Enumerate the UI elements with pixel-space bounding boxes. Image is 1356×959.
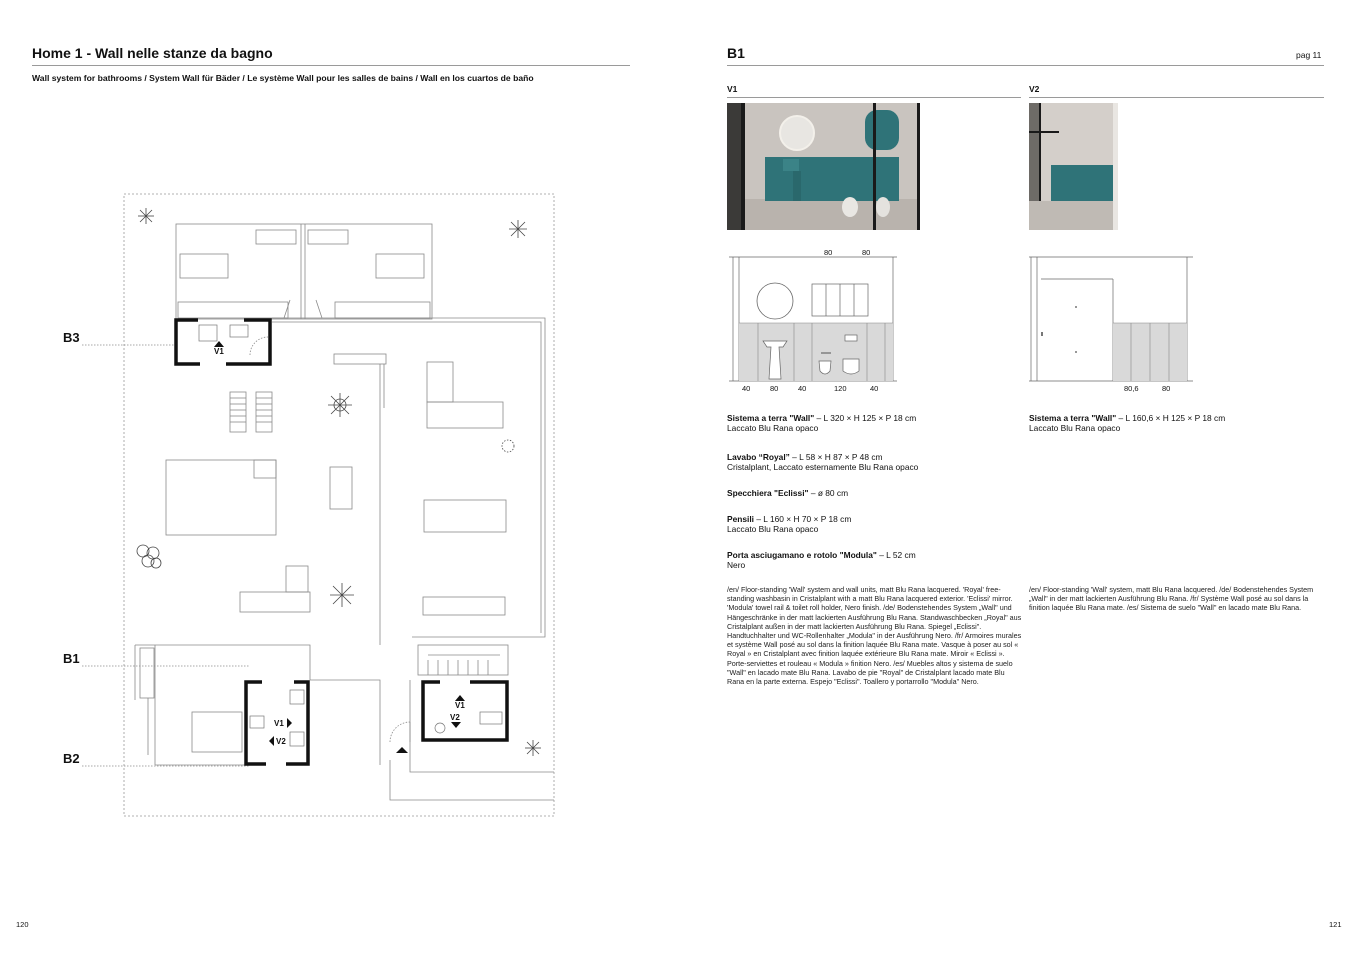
section-label-b3: B3 [63,330,80,345]
spec-mirror-eclissi [727,488,848,498]
page-title: Home 1 - Wall nelle stanze da bagno [32,45,273,61]
page-reference: pag 11 [1296,50,1322,60]
plan-marker-v1-b2: V1 [274,719,284,728]
plan-marker-v1-b3: V1 [214,347,224,356]
page-number-right: 121 [1329,920,1342,929]
plan-marker-v2-b1: V2 [450,713,460,722]
spec-wall-units [727,514,851,534]
spec-towel-rail-modula [727,550,916,570]
view-rule-v1 [727,97,1021,98]
spec-finish: Laccato Blu Rana opaco [1029,423,1121,433]
section-title: B1 [727,45,745,61]
plan-marker-v2-b2: V2 [276,737,286,746]
spec-washbasin-royal [727,452,918,472]
view-label-v1: V1 [727,84,738,94]
spec-wall-system-v1 [727,413,916,433]
spec-name: Specchiera "Eclissi" [727,488,809,498]
spec-name: Sistema a terra "Wall" [1029,413,1117,423]
bathroom-photo-v1 [727,103,920,230]
page-subtitle: Wall system for bathrooms / System Wall für Bäder / Le système Wall pour les salles de bains / Wall en los cuartos de baño [32,73,534,83]
v1-bottom-dim-5: 40 [870,384,879,393]
bathroom-photo-v2 [1029,103,1118,230]
spec-dims: – ø 80 cm [808,488,849,498]
spec-dims: – L 52 cm [876,550,916,560]
description-v2: /en/ Floor-standing 'Wall' system, matt Blu Rana lacquered. /de/ Bodenstehendes System „Wall" in der matt lackierten Ausführung Blu Rana. /fr/ Système Wall posé au sol dans la finition laquée Blu Rana mate. /es/ Sistema de suelo "Wall" en lacado mate Blu Rana. [1029,585,1314,613]
spec-finish: Laccato Blu Rana opaco [727,524,819,534]
v1-bottom-dim-3: 40 [798,384,807,393]
plan-marker-v1-b1: V1 [455,701,465,710]
elevation-v1 [727,257,899,387]
view-label-v2: V2 [1029,84,1040,94]
section-title-rule [727,65,1324,66]
spec-name: Lavabo “Royal” [727,452,790,462]
spec-finish: Nero [727,560,746,570]
page-number-left: 120 [16,920,29,929]
spec-name: Pensili [727,514,754,524]
elevation-v2 [1027,257,1195,387]
section-label-b2: B2 [63,751,80,766]
v1-top-dim-1: 80 [824,248,833,257]
v2-bottom-dim-2: 80 [1162,384,1171,393]
v2-bottom-dim-1: 80,6 [1124,384,1139,393]
description-v1: /en/ Floor-standing 'Wall' system and wall units, matt Blu Rana lacquered. 'Royal' free-standing washbasin in Cristalplant with a matt Blu Rana lacquered exterior. 'Eclissi' mirror. 'Modula' towel rail & toilet roll holder, Nero finish. /de/ Bodenstehendes System „Wall" und Hängeschränke in der matt lackierten Ausführung Blu Rana. Standwaschbecken „Royal" aus Cristalplant außen in der matt lackierten Ausführung Blu Rana. Spiegel „Eclissi". Handtuchhalter und WC-Rollenhalter „Modula" in der Ausführung Nero. /fr/ Armoires murales et système Wall posé au sol dans la finition laquée Blu Rana mate. Vasque à poser au sol « Royal » en Cristalplant avec finition laquée extérieure Blu Rana mate. Miroir « Eclissi ». Porte-serviettes et rouleau « Modula » finition Nero. /es/ Muebles altos y sistema de suelo "Wall" en lacado mate Blu Rana. Lavabo de pie "Royal" de Cristalplant lacado mate Blu Rana en la parte externa. Espejo "Eclissi". Toallero y portarrollo "Modula" Nero. [727,585,1022,687]
spec-dims: – L 58 × H 87 × P 48 cm [789,452,883,462]
spec-name: Sistema a terra "Wall" [727,413,815,423]
section-label-b1: B1 [63,651,80,666]
spec-name: Porta asciugamano e rotolo "Modula" [727,550,877,560]
spec-finish: Laccato Blu Rana opaco [727,423,819,433]
v1-bottom-dim-1: 40 [742,384,751,393]
v1-top-dim-2: 80 [862,248,871,257]
view-rule-v2 [1029,97,1324,98]
v1-bottom-dim-2: 80 [770,384,779,393]
spec-wall-system-v2 [1029,413,1225,433]
spec-dims: – L 160,6 × H 125 × P 18 cm [1116,413,1226,423]
spec-dims: – L 160 × H 70 × P 18 cm [754,514,852,524]
spec-dims: – L 320 × H 125 × P 18 cm [814,413,917,423]
spec-finish: Cristalplant, Laccato esternamente Blu Rana opaco [727,462,919,472]
v1-bottom-dim-4: 120 [834,384,847,393]
